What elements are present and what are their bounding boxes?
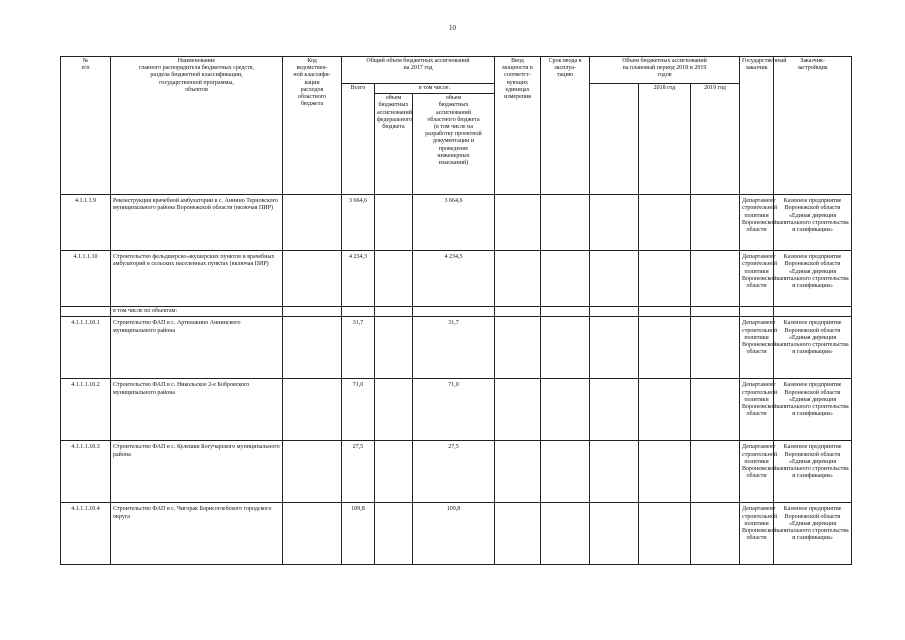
section-empty-cell — [342, 307, 375, 317]
header-code: Код ведомствен- ной классифи- кации расходов областного бюджета — [283, 57, 342, 195]
header-planned: Объем бюджетных ассигнований на плановый период 2018 и 2019 годов — [590, 57, 740, 84]
row-customer: Департамент строительной политики Воронежской области — [740, 251, 774, 307]
table-row — [61, 441, 852, 503]
row-total: 4 234,3 — [342, 251, 375, 307]
row-developer: Казенное предприятие Воронежской области «Единая дирекция капитального строительства и газификации» — [774, 379, 852, 441]
row-2018 — [639, 503, 691, 565]
header-developer: Заказчик- застройщик — [774, 57, 852, 195]
header-term: Срок ввода в эксплуа- тацию — [541, 57, 590, 195]
row-customer: Департамент строительной политики Воронежской области — [740, 195, 774, 251]
row-2019 — [691, 195, 740, 251]
row-2019 — [691, 317, 740, 379]
row-num: 4.1.1.1.9 — [61, 195, 111, 251]
section-empty-cell — [495, 307, 541, 317]
row-code — [283, 441, 342, 503]
row-term — [541, 503, 590, 565]
row-federal — [375, 503, 413, 565]
row-total: 71,0 — [342, 379, 375, 441]
header-num: № п/п — [61, 57, 111, 195]
row-developer: Казенное предприятие Воронежской области «Единая дирекция капитального строительства и газификации» — [774, 195, 852, 251]
section-empty-cell — [639, 307, 691, 317]
row-federal — [375, 317, 413, 379]
row-2018 — [639, 379, 691, 441]
row-capacity — [495, 379, 541, 441]
row-total: 109,8 — [342, 503, 375, 565]
row-2019 — [691, 441, 740, 503]
row-customer: Департамент строительной политики Воронежской области — [740, 441, 774, 503]
row-regional: 4 234,5 — [413, 251, 495, 307]
header-v-tom-chisle: в том числе: — [375, 84, 495, 94]
header-2018: 2018 год — [639, 84, 691, 195]
row-regional: 71,0 — [413, 379, 495, 441]
row-regional: 3 664,6 — [413, 195, 495, 251]
header-federal: объем бюджетных ассигнований федерального бюджета — [375, 94, 413, 195]
row-planned-blank — [590, 195, 639, 251]
section-label: в том числе по объектам: — [111, 307, 283, 317]
row-term — [541, 251, 590, 307]
row-code — [283, 503, 342, 565]
row-num: 4.1.1.1.10.2 — [61, 379, 111, 441]
row-name: Строительство ФАП в с. Никольское 2-е Бобровского муниципального района — [111, 379, 283, 441]
row-name: Строительство ФАП в с. Кулешки Богучарского муниципального района — [111, 441, 283, 503]
row-term — [541, 317, 590, 379]
row-regional: 31,7 — [413, 317, 495, 379]
row-num: 4.1.1.1.10.4 — [61, 503, 111, 565]
row-code — [283, 379, 342, 441]
row-term — [541, 441, 590, 503]
row-capacity — [495, 251, 541, 307]
row-num: 4.1.1.1.10 — [61, 251, 111, 307]
row-num: 4.1.1.1.10.1 — [61, 317, 111, 379]
row-term — [541, 379, 590, 441]
row-capacity — [495, 441, 541, 503]
header-regional: объем бюджетных ассигнований областного бюджета (в том числе на разработку проектной документации и проведение инженерных изысканий) — [413, 94, 495, 195]
section-empty-cell — [283, 307, 342, 317]
row-2018 — [639, 251, 691, 307]
header-name: Наименование главного распорядителя бюджетных средств, раздела бюджетной классификации, государственной программы, объектов — [111, 57, 283, 195]
header-planned-blank — [590, 84, 639, 195]
row-regional: 27,5 — [413, 441, 495, 503]
table-row — [61, 195, 852, 251]
row-num: 4.1.1.1.10.3 — [61, 441, 111, 503]
row-developer: Казенное предприятие Воронежской области «Единая дирекция капитального строительства и газификации» — [774, 503, 852, 565]
row-planned-blank — [590, 503, 639, 565]
row-2019 — [691, 379, 740, 441]
section-empty-cell — [413, 307, 495, 317]
row-2018 — [639, 195, 691, 251]
row-total: 27,5 — [342, 441, 375, 503]
header-vsego: Всего — [342, 84, 375, 195]
row-customer: Департамент строительной политики Воронежской области — [740, 503, 774, 565]
table-row — [61, 251, 852, 307]
section-empty-cell — [774, 307, 852, 317]
table-row — [61, 503, 852, 565]
row-developer: Казенное предприятие Воронежской области «Единая дирекция капитального строительства и газификации» — [774, 441, 852, 503]
row-name: Реконструкция врачебной амбулатории в с. Аннино Терновского муниципального района Воронежской области (включая ПИР) — [111, 195, 283, 251]
row-code — [283, 251, 342, 307]
row-planned-blank — [590, 441, 639, 503]
row-federal — [375, 379, 413, 441]
row-planned-blank — [590, 379, 639, 441]
section-empty-cell — [541, 307, 590, 317]
table-row — [61, 379, 852, 441]
row-developer: Казенное предприятие Воронежской области «Единая дирекция капитального строительства и газификации» — [774, 251, 852, 307]
row-customer: Департамент строительной политики Воронежской области — [740, 379, 774, 441]
header-2019: 2019 год — [691, 84, 740, 195]
section-empty-cell — [590, 307, 639, 317]
row-planned-blank — [590, 317, 639, 379]
page-number: 10 — [449, 24, 456, 32]
header-customer: Государственный заказчик — [740, 57, 774, 195]
table-row — [61, 317, 852, 379]
row-planned-blank — [590, 251, 639, 307]
row-2018 — [639, 441, 691, 503]
section-empty-cell — [740, 307, 774, 317]
row-term — [541, 195, 590, 251]
budget-table — [60, 56, 852, 565]
section-row — [61, 307, 852, 317]
row-capacity — [495, 317, 541, 379]
row-capacity — [495, 503, 541, 565]
row-name: Строительство ФАП в с. Чигорак Борисоглебского городского округа — [111, 503, 283, 565]
row-federal — [375, 441, 413, 503]
row-name: Строительство ФАП в с. Артюшкино Аннинского муниципального района — [111, 317, 283, 379]
row-code — [283, 317, 342, 379]
row-total: 3 664,6 — [342, 195, 375, 251]
row-federal — [375, 251, 413, 307]
row-developer: Казенное предприятие Воронежской области «Единая дирекция капитального строительства и газификации» — [774, 317, 852, 379]
row-capacity — [495, 195, 541, 251]
row-regional: 109,8 — [413, 503, 495, 565]
row-name: Строительство фельдшерско-акушерских пунктов и врачебных амбулаторий в сельских населенных пунктах (включая ПИР) — [111, 251, 283, 307]
row-2019 — [691, 503, 740, 565]
row-total: 31,7 — [342, 317, 375, 379]
header-total-2017: Общий объем бюджетных ассигнований на 2017 год — [342, 57, 495, 84]
row-2018 — [639, 317, 691, 379]
row-code — [283, 195, 342, 251]
row-federal — [375, 195, 413, 251]
header-capacity: Ввод мощности в соответст- вующих единицах измерения — [495, 57, 541, 195]
section-empty-cell — [691, 307, 740, 317]
section-empty-cell — [375, 307, 413, 317]
section-num-cell — [61, 307, 111, 317]
row-2019 — [691, 251, 740, 307]
row-customer: Департамент строительной политики Воронежской области — [740, 317, 774, 379]
